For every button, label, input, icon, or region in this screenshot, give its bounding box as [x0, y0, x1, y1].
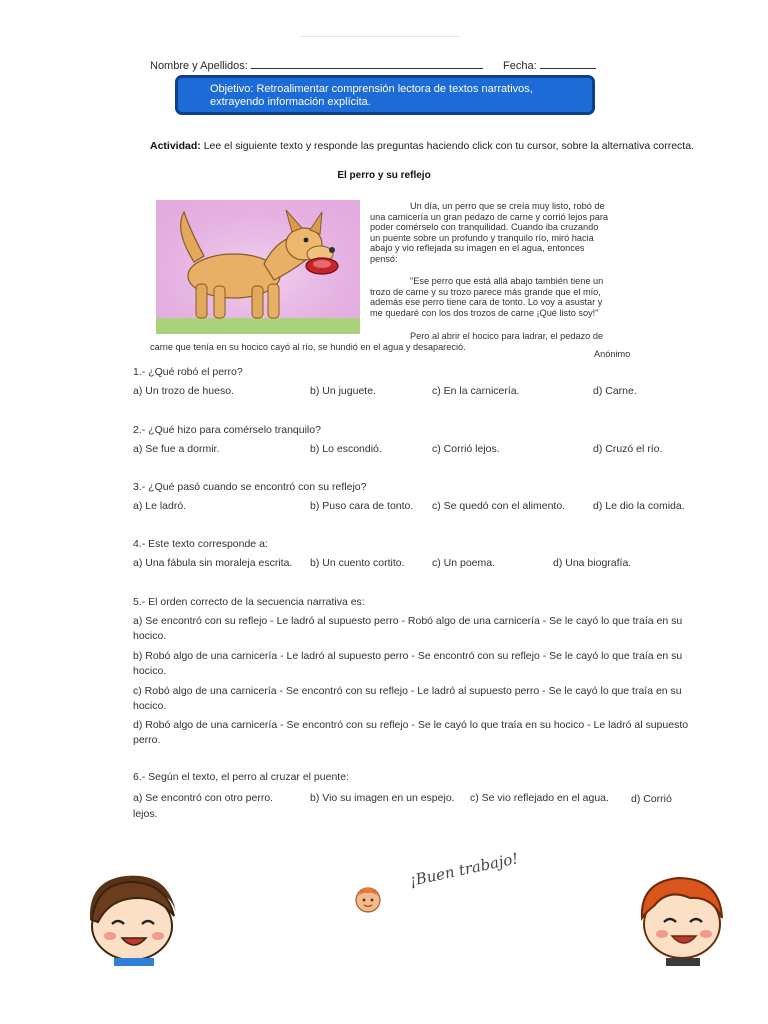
student-header — [150, 57, 596, 73]
q2-option-a[interactable]: a) Se fue a dormir. — [133, 443, 220, 455]
story-line: poder comérselo con tranquilidad. Cuando iba cruzando — [370, 222, 599, 232]
q4-option-d[interactable]: d) Una biografía. — [553, 557, 632, 569]
story-line: "Ese perro que está allá abajo también tiene un — [410, 276, 604, 286]
name-label: Nombre y Apellidos: — [150, 60, 248, 72]
story-line: además ese perro tiene cara de tonto. Lo voy a asustar y — [370, 297, 603, 307]
objective-line-1: Objetivo: Retroalimentar comprensión lectora de textos narrativos, — [210, 83, 533, 95]
boy-right-illustration — [628, 866, 732, 971]
q3-option-a[interactable]: a) Le ladró. — [133, 500, 187, 512]
activity-text: Lee el siguiente texto y responde las preguntas haciendo click con tu cursor, sobre la alternativa correcta. — [203, 140, 694, 152]
story-line: carne que tenía en su hocico cayó al río, se hundió en el agua y desapareció. — [150, 342, 466, 352]
baby-face-illustration — [353, 884, 383, 919]
q5-option-a[interactable]: a) Se encontró con su reflejo - Le ladró al supuesto perro - Robó algo de una carnicería - Se le cayó lo que traía en su hocico. — [133, 615, 683, 642]
story-author: Anónimo — [594, 349, 631, 359]
q3-option-d[interactable]: d) Le dio la comida. — [593, 500, 685, 512]
objective-box — [175, 75, 595, 115]
q3-option-b[interactable]: b) Puso cara de tonto. — [310, 500, 414, 512]
question-2: 2.- ¿Qué hizo para comérselo tranquilo? — [133, 424, 321, 436]
story-line: me quedaré con los dos trozos de carne ¡Qué listo soy!" — [370, 307, 599, 318]
boy-left-illustration — [80, 862, 190, 971]
date-field[interactable] — [540, 57, 596, 69]
q2-option-d[interactable]: d) Cruzó el río. — [593, 443, 663, 455]
story-line: abajo y vio reflejada su imagen en el agua, entonces — [370, 243, 585, 253]
q4-option-b[interactable]: b) Un cuento cortito. — [310, 557, 405, 569]
q6-option-c[interactable]: c) Se vio reflejado en el agua. — [470, 792, 609, 804]
date-label: Fecha: — [503, 60, 537, 72]
q6-option-d[interactable]: d) Corrió lejos. — [133, 793, 672, 820]
q5-option-c[interactable]: c) Robó algo de una carnicería - Se encontró con su reflejo - Le ladró al supuesto perro - Se le cayó lo que traía en su hocico. — [133, 685, 682, 712]
objective-line-2: extrayendo información explícita. — [210, 96, 371, 108]
q2-option-c[interactable]: c) Corrió lejos. — [432, 443, 500, 455]
q2-option-b[interactable]: b) Lo escondió. — [310, 443, 382, 455]
q5-option-d[interactable]: d) Robó algo de una carnicería - Se encontró con su reflejo - Se le cayó lo que traía en su hocico - Le ladró al supuesto perro. — [133, 719, 689, 746]
question-5: 5.- El orden correcto de la secuencia narrativa es: — [133, 596, 365, 608]
q1-option-d[interactable]: d) Carne. — [593, 385, 637, 397]
story-paragraph-1 — [370, 201, 608, 264]
q6-option-a[interactable]: a) Se encontró con otro perro. — [133, 792, 274, 804]
question-3: 3.- ¿Qué pasó cuando se encontró con su reflejo? — [133, 481, 367, 493]
name-field[interactable] — [251, 57, 483, 69]
q1-option-c[interactable]: c) En la carnicería. — [432, 385, 520, 397]
question-4: 4.- Este texto corresponde a: — [133, 538, 268, 550]
story-line: una carnicería un gran pedazo de carne y corrió lejos para — [370, 211, 608, 222]
q1-option-a[interactable]: a) Un trozo de hueso. — [133, 385, 234, 397]
dog-with-meat-icon — [156, 200, 360, 334]
story-line: Un día, un perro que se creía muy listo, robó de — [410, 201, 605, 211]
activity-label: Actividad: — [150, 140, 201, 152]
question-1: 1.- ¿Qué robó el perro? — [133, 366, 243, 378]
good-job-message: ¡Buen trabajo! — [408, 849, 520, 890]
story-line: un puente sobre un profundo y tranquilo río, miró hacia — [370, 232, 594, 243]
q6-option-b[interactable]: b) Vio su imagen en un espejo. — [310, 792, 455, 804]
q3-option-c[interactable]: c) Se quedó con el alimento. — [432, 500, 566, 512]
story-title: El perro y su reflejo — [337, 170, 431, 181]
dog-illustration — [156, 200, 360, 334]
top-divider — [300, 36, 460, 37]
q4-option-c[interactable]: c) Un poema. — [432, 557, 496, 569]
question-6: 6.- Según el texto, el perro al cruzar el puente: — [133, 771, 349, 783]
activity-instructions — [150, 139, 695, 153]
smiling-boy-icon — [80, 862, 190, 966]
baby-face-icon — [353, 884, 383, 914]
q5-option-b[interactable]: b) Robó algo de una carnicería - Le ladró al supuesto perro - Se encontró con su reflejo - Se le cayó lo que traía en su hocico. — [133, 650, 683, 677]
story-line: pensó: — [370, 253, 398, 264]
q1-option-b[interactable]: b) Un juguete. — [310, 385, 376, 397]
story-line: trozo de carne y su trozo parece más grande que el mío, — [370, 286, 601, 297]
q4-option-a[interactable]: a) Una fábula sin moraleja escrita. — [133, 557, 293, 569]
story-line: Pero al abrir el hocico para ladrar, el pedazo de — [410, 331, 604, 341]
story-paragraph-2 — [370, 276, 603, 318]
smiling-redhead-boy-icon — [628, 866, 732, 966]
